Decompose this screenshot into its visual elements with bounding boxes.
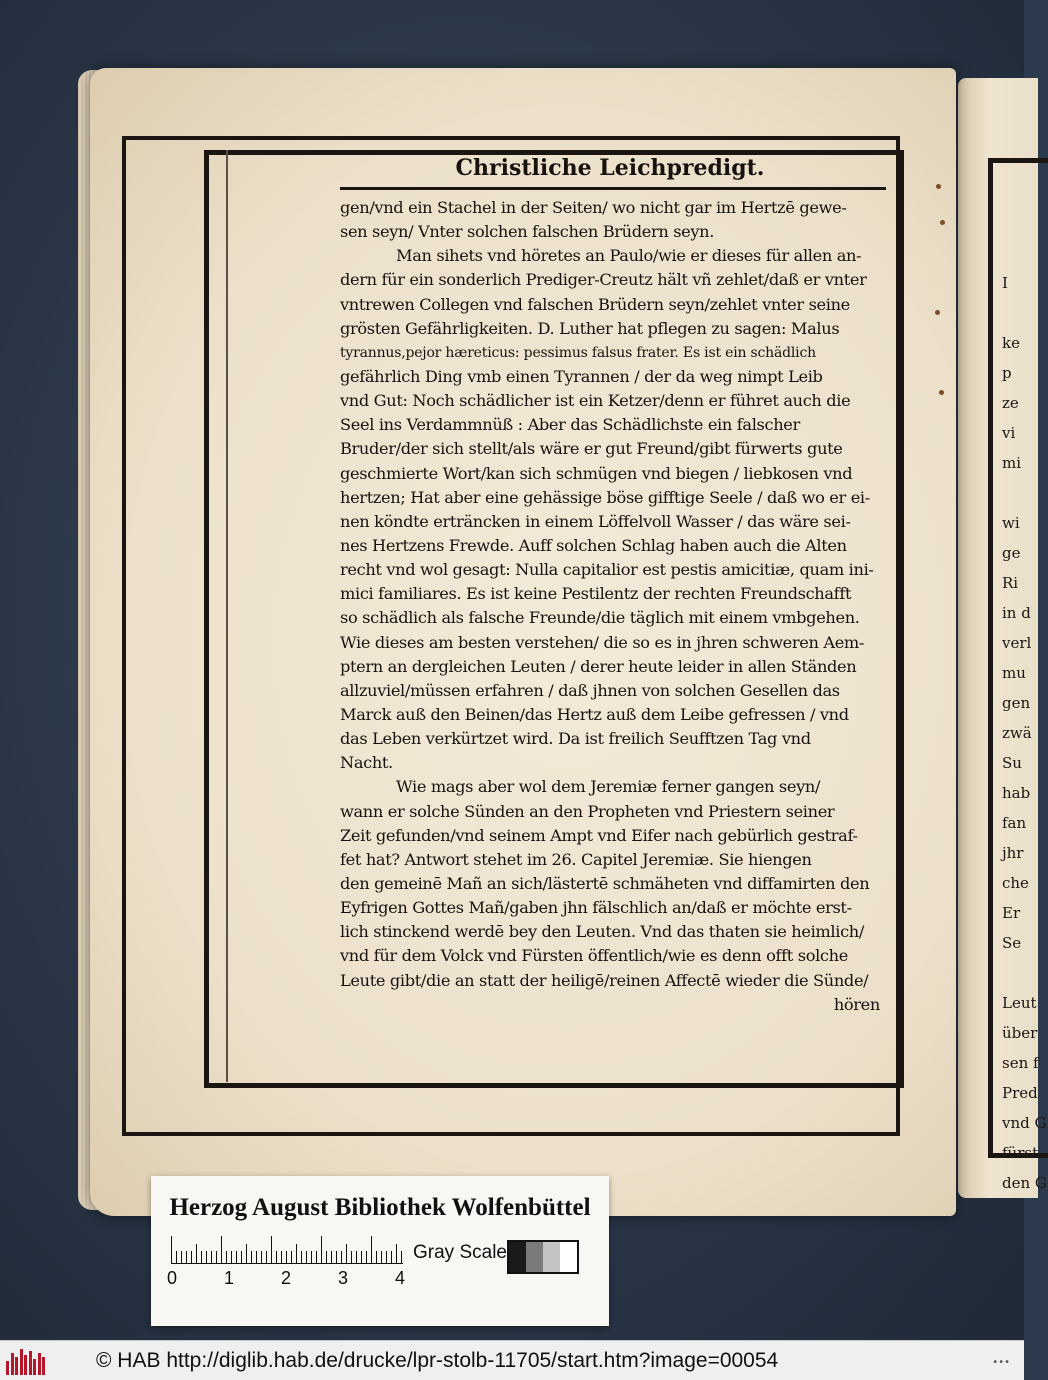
neighbour-fragment [1002,958,1042,988]
neighbour-fragment: fürst [1002,1144,1039,1162]
ruler-tick [351,1251,352,1264]
ruler-tick [401,1251,402,1264]
logo-bar [24,1355,27,1375]
ruler-tick [211,1251,212,1264]
neighbour-fragment: Ri [1002,574,1019,592]
neighbour-fragment: jhr [1002,844,1024,862]
text-line: tyrannus,pejor hæreticus: pessimus falsus frater. Es ist ein schädlich [340,344,816,361]
scale-ruler [167,1236,411,1290]
text-line: Man sihets vnd höretes an Paulo/wie er dieses für allen an- [396,246,862,266]
gray-scale-swatches [507,1240,579,1274]
ruler-tick [216,1251,217,1264]
ruler-tick [296,1244,297,1264]
ruler-tick [261,1251,262,1264]
ruler-number: 4 [395,1268,406,1288]
library-name: Herzog August Bibliothek Wolfenbüttel [169,1194,591,1221]
text-line: wann er solche Sünden an den Propheten vnd Priestern seiner [340,801,835,821]
text-line: vntrewen Collegen vnd falschen Brüdern seyn/zehlet vnter seine [340,294,850,314]
ruler-tick [381,1251,382,1264]
text-line: nen köndte erträncken in einem Löffelvoll Wasser / das wäre sei- [340,511,851,531]
neighbour-fragment: che [1002,874,1029,892]
ruler-tick [231,1251,232,1264]
neighbour-fragment: den G [1002,1174,1047,1192]
ruler-tick [246,1244,247,1264]
neighbour-fragment: in d [1002,604,1031,622]
ruler-tick [336,1251,337,1264]
ruler-tick [291,1251,292,1264]
neighbour-fragment: gen [1002,694,1031,712]
ruler-tick [171,1236,172,1264]
text-line: geschmierte Wort/kan sich schmügen vnd biegen / liebkosen vnd [340,463,853,483]
ruler-tick [251,1251,252,1264]
text-line: ptern an dergleichen Leuten / derer heute leider in allen Ständen [340,656,857,676]
neighbour-fragment: mi [1002,454,1022,472]
ruler-tick [356,1251,357,1264]
logo-bar [20,1349,23,1375]
text-line: so schädlich als falsche Freunde/die täglich mit einem vmbgehen. [340,608,860,628]
text-line: Zeit gefunden/vnd seinem Ampt vnd Eifer nach gebürlich gestraf- [340,825,858,845]
ruler-tick [281,1251,282,1264]
gray-swatch [543,1242,560,1272]
ruler-tick [366,1251,367,1264]
ruler-tick [226,1251,227,1264]
neighbour-fragment: Su [1002,754,1022,772]
ruler-tick [221,1236,222,1264]
text-line: recht vnd wol gesagt: Nulla capitalior est pestis amicitiæ, quam ini- [340,560,874,580]
gray-scale-label: Gray Scale [413,1242,507,1263]
viewer-footer [0,1340,1024,1380]
logo-bar [29,1351,32,1375]
ruler-tick [311,1251,312,1264]
neighbour-page [958,78,1047,1198]
ruler-tick [331,1251,332,1264]
ruler-tick [206,1251,207,1264]
paper-spots [934,180,948,420]
ruler-tick [241,1251,242,1264]
library-color-card [151,1176,609,1326]
text-line: vnd für dem Volck vnd Fürsten öffentlich/wie es denn offt solche [340,946,848,966]
head-rule [340,187,886,190]
ruler-number: 2 [281,1268,292,1288]
text-line: Nacht. [340,753,393,773]
ruler-tick [191,1251,192,1264]
neighbour-fragment: Er [1002,904,1021,922]
text-line: allzuviel/müssen erfahren / daß jhnen von solchen Gesellen das [340,680,840,700]
logo-bar [6,1361,9,1375]
ruler-number: 3 [338,1268,349,1288]
ruler-tick [176,1251,177,1264]
copyright-url[interactable]: © HAB http://diglib.hab.de/drucke/lpr-stolb-11705/start.htm?image=00054 [96,1349,779,1372]
text-line: gen/vnd ein Stachel in der Seiten/ wo nicht gar im Hertzē gewe- [340,198,847,217]
neighbour-fragment: I [1002,274,1008,292]
ruler-tick [326,1251,327,1264]
logo-bar [33,1359,36,1375]
text-line: sen seyn/ Vnter solchen falschen Brüdern seyn. [340,222,715,242]
text-line: fet hat? Antwort stehet im 26. Capitel Jeremiæ. Sie hiengen [340,849,812,869]
ruler-tick [361,1251,362,1264]
neighbour-fragment: ke [1002,334,1020,352]
text-line: hören [833,994,880,1014]
neighbour-fragment: Se [1002,934,1022,952]
neighbour-fragment: vnd G [1002,1114,1047,1132]
text-line: Seel ins Verdammnüß : Aber das Schädlichste ein falscher [340,415,800,435]
menu-dots-icon[interactable]: ••• [992,1357,1010,1368]
ruler-tick [316,1251,317,1264]
text-line: hertzen; Hat aber eine gehässige böse gifftige Seele / daß wo er ei- [340,487,870,507]
text-line: Bruder/der sich stellt/als wäre er gut Freund/gibt fürwerts gute [340,439,843,459]
ruler-tick [286,1251,287,1264]
ruler-tick [201,1251,202,1264]
text-line: Eyfrigen Gottes Mañ/gaben jhn fälschlich an/daß er möchte erst- [340,898,852,918]
text-line: dern für ein sonderlich Prediger-Creutz hält vñ zehlet/daß er vnter [340,270,867,290]
text-line: das Leben verkürtzet wird. Da ist freilich Seufftzen Tag vnd [340,729,811,749]
neighbour-fragment: vi [1002,424,1016,442]
logo-bar [42,1357,45,1375]
neighbour-fragment: fan [1002,814,1027,832]
ruler-tick [341,1251,342,1264]
neighbour-fragment: Leut [1002,994,1037,1012]
text-line: nes Hertzens Frewde. Auff solchen Schlag haben auch die Alten [340,535,847,555]
ruler-tick [301,1251,302,1264]
ruler-tick [186,1251,187,1264]
neighbour-fragment: ge [1002,544,1021,562]
ruler-number: 0 [167,1268,178,1288]
ruler-tick [321,1236,322,1264]
neighbour-fragment: p [1002,364,1012,382]
ruler-tick [371,1236,372,1264]
ruler-tick [271,1236,272,1264]
neighbour-fragment: über [1002,1024,1038,1042]
gray-swatch [526,1242,543,1272]
text-line: Leute gibt/die an statt der heiligē/reinen Affectē wieder die Sünde/ [340,970,869,990]
neighbour-fragment [1002,478,1042,508]
text-line: lich stinckend werdē bey den Leuten. Vnd das thaten sie heimlich/ [340,922,864,942]
neighbour-fragment [1002,298,1042,328]
ruler-tick [276,1251,277,1264]
neighbour-fragment: mu [1002,664,1026,682]
text-line: grösten Gefährligkeiten. D. Luther hat pflegen zu sagen: Malus [340,318,840,338]
neighbour-fragment: verl [1002,634,1032,652]
neighbour-fragment: hab [1002,784,1031,802]
logo-bar [11,1353,14,1375]
ruler-tick [181,1251,182,1264]
text-line: vnd Gut: Noch schädlicher ist ein Ketzer/denn er führet auch die [340,391,851,411]
ruler-tick [346,1244,347,1264]
ruler-tick [376,1251,377,1264]
ruler-tick [256,1251,257,1264]
neighbour-fragment: sen f [1002,1054,1039,1072]
ruler-number: 1 [224,1268,235,1288]
hab-logo-icon [6,1347,46,1375]
logo-bar [38,1353,41,1375]
logo-bar [15,1357,18,1375]
gray-swatch [509,1242,526,1272]
running-head: Christliche Leichpredigt. [455,155,765,181]
neighbour-page-text [1002,268,1047,1198]
ruler-tick [396,1244,397,1264]
text-line: Wie dieses am besten verstehen/ die so es in jhren schweren Aem- [340,632,865,652]
neighbour-fragment: wi [1002,514,1020,532]
ruler-tick [266,1251,267,1264]
ruler-tick [386,1251,387,1264]
ruler-tick [391,1251,392,1264]
neighbour-fragment: ze [1002,394,1019,412]
ruler-tick [236,1251,237,1264]
page-body-text [340,196,886,1017]
gray-swatch [560,1242,577,1272]
ruler-tick [306,1251,307,1264]
text-line: Wie mags aber wol dem Jeremiæ ferner gangen seyn/ [396,777,821,797]
text-line: den gemeinē Mañ an sich/lästertē schmäheten vnd diffamirten den [340,873,870,893]
neighbour-fragment: Pred [1002,1084,1038,1102]
ruler-tick [196,1244,197,1264]
text-line: gefährlich Ding vmb einen Tyrannen / der da weg nimpt Leib [340,366,823,386]
text-line: Marck auß den Beinen/das Hertz auß dem Leibe gefressen / vnd [340,704,849,724]
text-line: mici familiares. Es ist keine Pestilentz der rechten Freundschafft [340,584,852,604]
neighbour-fragment: zwä [1002,724,1032,742]
